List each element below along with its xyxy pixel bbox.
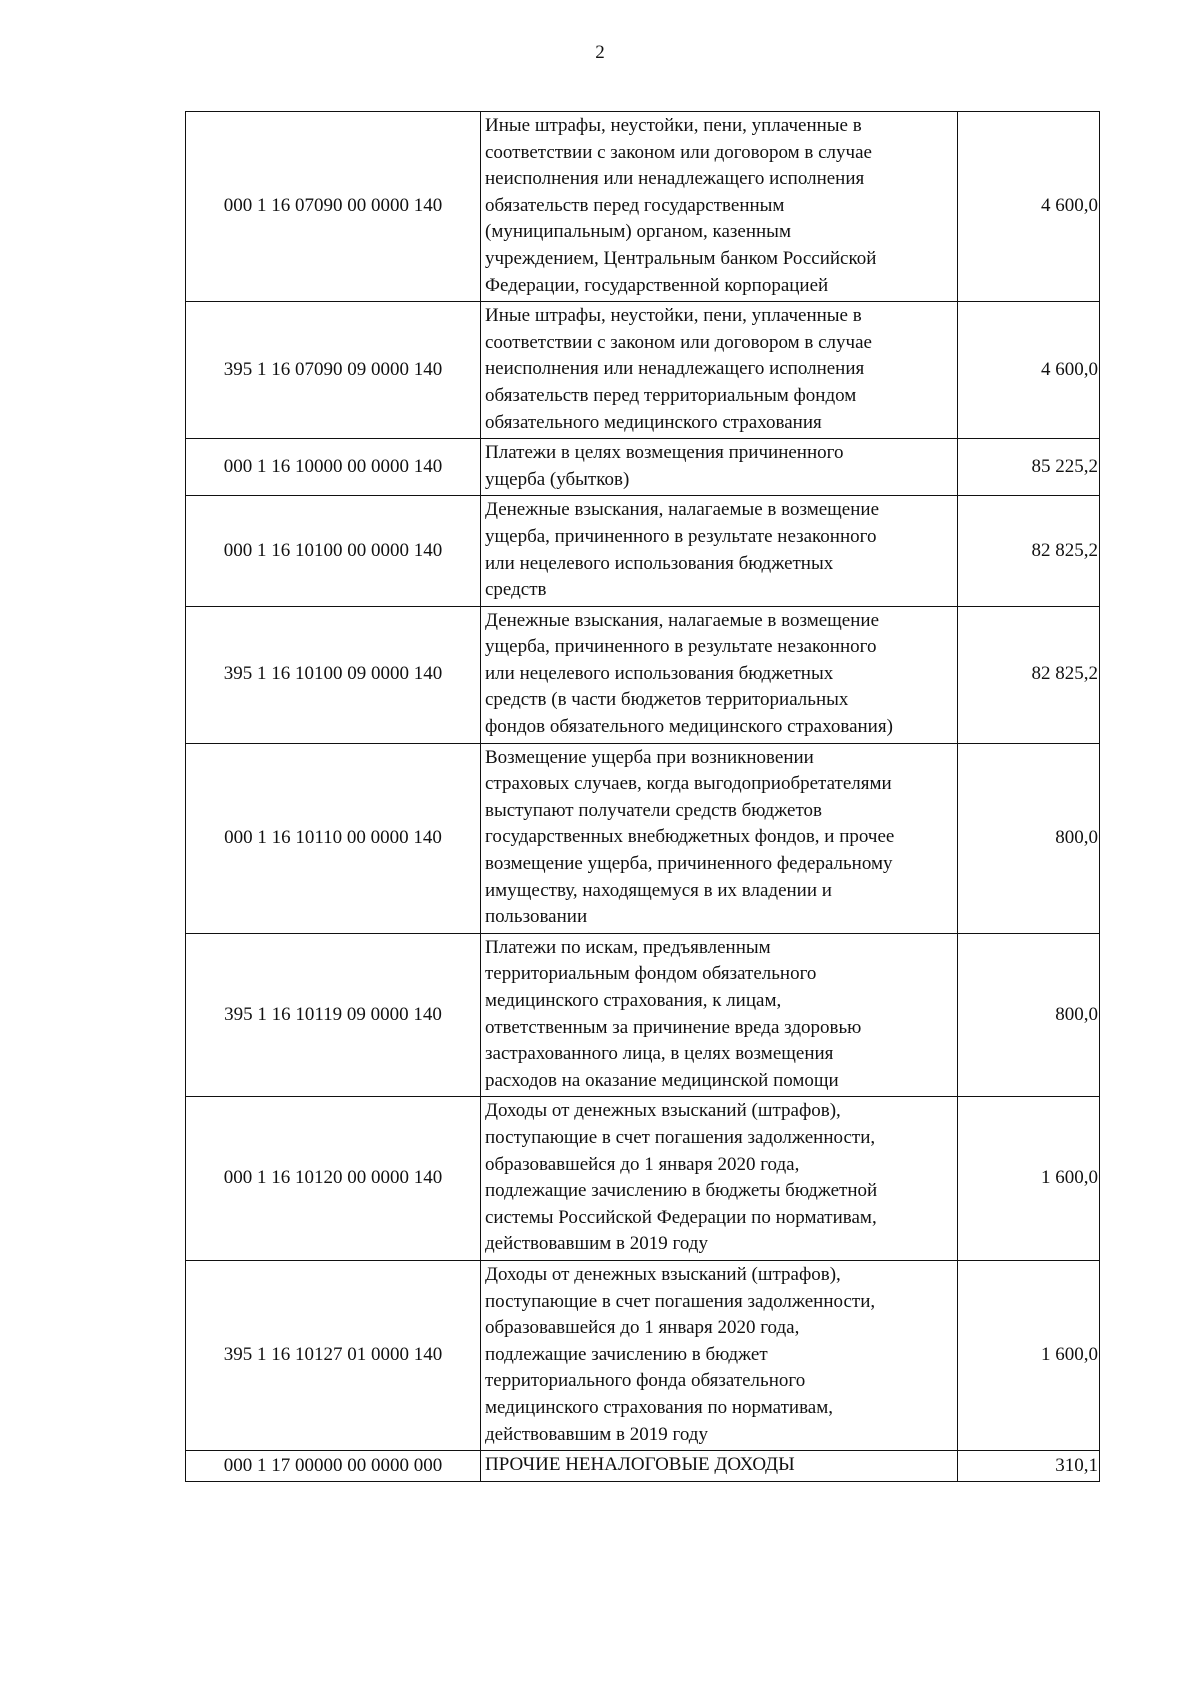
revenue-name-line: Платежи по искам, предъявленным bbox=[485, 936, 771, 958]
revenue-name-line: или нецелевого использования бюджетных bbox=[485, 552, 834, 574]
revenue-name-line: Денежные взыскания, налагаемые в возмещение bbox=[485, 609, 879, 631]
budget-code-cell: 395 1 16 10127 01 0000 140 bbox=[186, 1260, 481, 1450]
amount-cell: 800,0 bbox=[958, 933, 1100, 1097]
table-row bbox=[186, 743, 1100, 933]
amount-cell: 4 600,0 bbox=[958, 302, 1100, 439]
budget-code-cell: 000 1 16 10110 00 0000 140 bbox=[186, 743, 481, 933]
revenue-name-line: обязательств перед государственным bbox=[485, 194, 785, 216]
table-row bbox=[186, 1097, 1100, 1261]
table-row bbox=[186, 496, 1100, 606]
revenue-name-line: поступающие в счет погашения задолженности, bbox=[485, 1290, 876, 1312]
revenue-name-line: страховых случаев, когда выгодоприобретателями bbox=[485, 773, 892, 795]
revenue-name-cell bbox=[481, 302, 958, 439]
revenue-name-line: пользовании bbox=[485, 906, 588, 928]
revenue-name-line: ПРОЧИЕ НЕНАЛОГОВЫЕ ДОХОДЫ bbox=[485, 1454, 795, 1476]
revenue-name-line: неисполнения или ненадлежащего исполнения bbox=[485, 168, 865, 190]
revenue-name-line: ущерба, причиненного в результате незаконного bbox=[485, 636, 877, 658]
revenue-name-line: ущерба, причиненного в результате незаконного bbox=[485, 525, 877, 547]
table-row bbox=[186, 933, 1100, 1097]
revenue-name-line: Доходы от денежных взысканий (штрафов), bbox=[485, 1100, 841, 1122]
revenue-name-line: расходов на оказание медицинской помощи bbox=[485, 1069, 839, 1091]
revenue-name-line: Иные штрафы, неустойки, пени, уплаченные в bbox=[485, 305, 862, 327]
amount-cell: 82 825,2 bbox=[958, 496, 1100, 606]
revenue-name-line: выступают получатели средств бюджетов bbox=[485, 799, 822, 821]
revenue-name-line: действовавшим в 2019 году bbox=[485, 1423, 708, 1445]
revenue-name-line: или нецелевого использования бюджетных bbox=[485, 662, 834, 684]
budget-code-cell: 395 1 16 07090 09 0000 140 bbox=[186, 302, 481, 439]
revenue-name-line: соответствии с законом или договором в случае bbox=[485, 141, 872, 163]
revenue-name-line: ущерба (убытков) bbox=[485, 468, 630, 490]
revenue-name-line: обязательств перед территориальным фондом bbox=[485, 384, 857, 406]
revenue-name-cell bbox=[481, 743, 958, 933]
budget-code-cell: 000 1 17 00000 00 0000 000 bbox=[186, 1451, 481, 1482]
revenue-table bbox=[185, 111, 1100, 1482]
amount-cell: 310,1 bbox=[958, 1451, 1100, 1482]
revenue-name-cell bbox=[481, 606, 958, 743]
revenue-name-cell bbox=[481, 1097, 958, 1261]
revenue-name-line: средств (в части бюджетов территориальных bbox=[485, 689, 849, 711]
revenue-name-line: действовавшим в 2019 году bbox=[485, 1233, 708, 1255]
revenue-name-line: подлежащие зачислению в бюджеты бюджетной bbox=[485, 1180, 878, 1202]
revenue-name-line: Платежи в целях возмещения причиненного bbox=[485, 442, 844, 464]
budget-code-cell: 000 1 16 10000 00 0000 140 bbox=[186, 439, 481, 496]
revenue-name-line: учреждением, Центральным банком Российской bbox=[485, 247, 877, 269]
revenue-name-line: Возмещение ущерба при возникновении bbox=[485, 746, 814, 768]
revenue-name-line: имуществу, находящемуся в их владении и bbox=[485, 879, 832, 901]
revenue-name-cell bbox=[481, 933, 958, 1097]
revenue-name-cell bbox=[481, 112, 958, 302]
revenue-name-line: системы Российской Федерации по нормативам, bbox=[485, 1206, 877, 1228]
revenue-name-line: медицинского страхования, к лицам, bbox=[485, 990, 782, 1011]
amount-cell: 1 600,0 bbox=[958, 1097, 1100, 1261]
budget-code-cell: 000 1 16 07090 00 0000 140 bbox=[186, 112, 481, 302]
revenue-name-line: территориальным фондом обязательного bbox=[485, 963, 817, 985]
table-row bbox=[186, 1451, 1100, 1482]
table-row bbox=[186, 1260, 1100, 1450]
budget-code-cell: 395 1 16 10100 09 0000 140 bbox=[186, 606, 481, 743]
revenue-name-line: (муниципальным) органом, казенным bbox=[485, 221, 791, 243]
amount-cell: 800,0 bbox=[958, 743, 1100, 933]
revenue-name-line: Денежные взыскания, налагаемые в возмещение bbox=[485, 499, 879, 521]
revenue-name-cell bbox=[481, 1451, 958, 1482]
revenue-name-line: территориального фонда обязательного bbox=[485, 1370, 806, 1392]
revenue-name-line: Иные штрафы, неустойки, пени, уплаченные в bbox=[485, 115, 862, 136]
table-row bbox=[186, 606, 1100, 743]
table-row bbox=[186, 439, 1100, 496]
revenue-name-line: ответственным за причинение вреда здоровью bbox=[485, 1016, 862, 1038]
revenue-name-line: неисполнения или ненадлежащего исполнения bbox=[485, 358, 865, 380]
table-row bbox=[186, 112, 1100, 302]
revenue-name-line: образовавшейся до 1 января 2020 года, bbox=[485, 1153, 800, 1175]
table-row bbox=[186, 302, 1100, 439]
revenue-name-line: обязательного медицинского страхования bbox=[485, 411, 822, 433]
revenue-name-line: государственных внебюджетных фондов, и прочее bbox=[485, 826, 895, 848]
revenue-name-line: фондов обязательного медицинского страхования) bbox=[485, 716, 893, 738]
revenue-name-line: Федерации, государственной корпорацией bbox=[485, 274, 829, 296]
revenue-name-cell bbox=[481, 439, 958, 496]
amount-cell: 82 825,2 bbox=[958, 606, 1100, 743]
revenue-name-line: застрахованного лица, в целях возмещения bbox=[485, 1043, 834, 1065]
revenue-name-line: подлежащие зачислению в бюджет bbox=[485, 1343, 768, 1365]
revenue-name-line: соответствии с законом или договором в случае bbox=[485, 331, 872, 353]
revenue-name-line: образовавшейся до 1 января 2020 года, bbox=[485, 1317, 800, 1339]
amount-cell: 4 600,0 bbox=[958, 112, 1100, 302]
revenue-name-line: медицинского страхования по нормативам, bbox=[485, 1396, 834, 1418]
revenue-name-line: поступающие в счет погашения задолженности, bbox=[485, 1126, 876, 1148]
budget-code-cell: 395 1 16 10119 09 0000 140 bbox=[186, 933, 481, 1097]
revenue-name-line: средств bbox=[485, 579, 547, 601]
amount-cell: 1 600,0 bbox=[958, 1260, 1100, 1450]
budget-code-cell: 000 1 16 10100 00 0000 140 bbox=[186, 496, 481, 606]
revenue-name-line: возмещение ущерба, причиненного федеральному bbox=[485, 853, 893, 875]
revenue-name-cell bbox=[481, 496, 958, 606]
revenue-name-cell bbox=[481, 1260, 958, 1450]
revenue-name-line: Доходы от денежных взысканий (штрафов), bbox=[485, 1263, 841, 1285]
budget-code-cell: 000 1 16 10120 00 0000 140 bbox=[186, 1097, 481, 1261]
amount-cell: 85 225,2 bbox=[958, 439, 1100, 496]
page-number: 2 bbox=[595, 42, 605, 63]
revenue-table-body bbox=[186, 112, 1100, 1482]
